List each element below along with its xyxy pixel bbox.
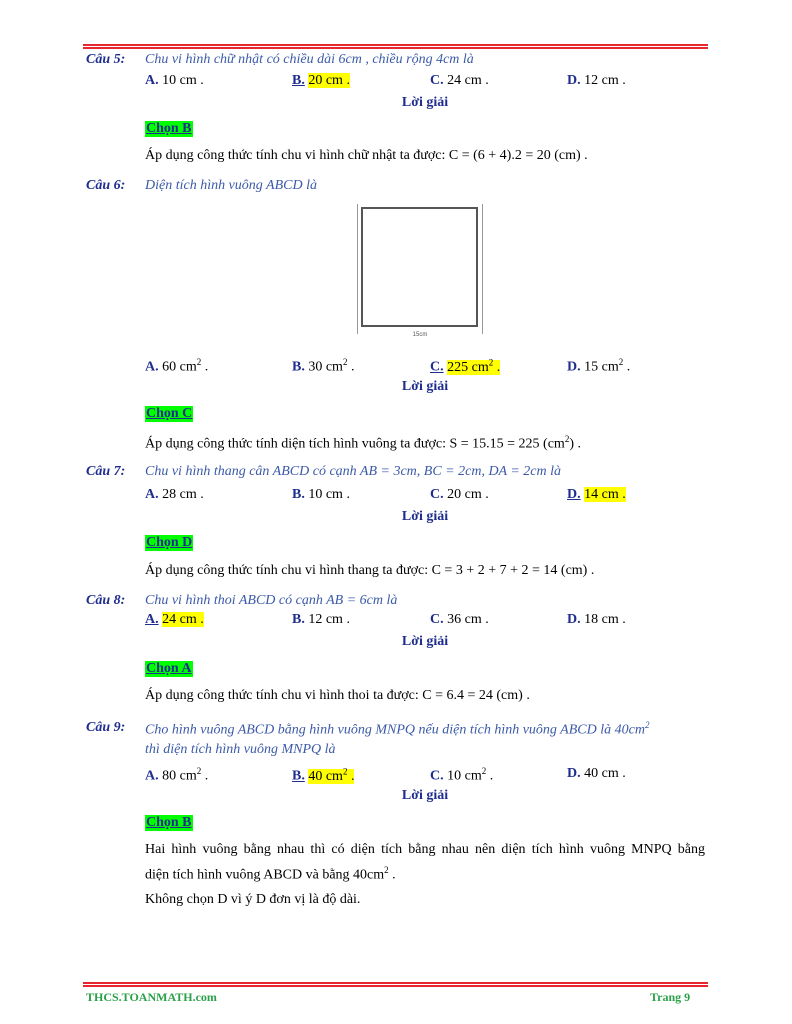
q9-option-d (567, 766, 626, 782)
q9-option-b (292, 766, 354, 785)
q5-solution: Áp dụng công thức tính chu vi hình chữ nhật ta được: C = (6 + 4).2 = 20 (cm) . (145, 148, 588, 163)
q8-option-d (567, 612, 626, 628)
q8-solution: Áp dụng công thức tính chu vi hình thoi ta được: C = 6.4 = 24 (cm) . (145, 688, 530, 703)
figure-side-caption: 15cm (412, 332, 428, 338)
q6-option-a (145, 357, 208, 376)
q6-option-b-sup: 2 (342, 357, 348, 367)
q9-solution-line1: Hai hình vuông bằng nhau thì có diện tích bằng nhau nên diện tích hình vuông MNPQ bằng (145, 842, 705, 857)
q7-option-c-value: 20 cm . (447, 487, 489, 502)
q8-option-b-letter: B. (292, 612, 305, 627)
q6-option-a-tail: . (201, 359, 209, 375)
q7-option-a (145, 487, 204, 503)
question-6-label: Câu 6: (86, 178, 126, 193)
square-abcd-figure (357, 204, 483, 341)
q9-text-line1-sup: 2 (644, 720, 650, 730)
question-5-text: Chu vi hình chữ nhật có chiều dài 6cm , chiều rộng 4cm là (145, 52, 474, 67)
q9-option-a-letter: A. (145, 768, 159, 784)
q7-option-c-letter: C. (430, 487, 444, 502)
q9-answer-label: Chọn B (146, 815, 192, 830)
question-5-label: Câu 5: (86, 52, 126, 67)
q8-option-d-value: 18 cm . (584, 612, 626, 627)
q6-solution-sup: 2 (564, 434, 570, 444)
q9-option-c (430, 766, 493, 785)
q7-loigiai-heading: Lời giải (401, 509, 449, 524)
q9-option-a (145, 766, 208, 785)
q6-answer-label: Chọn C (146, 406, 193, 421)
q8-option-a-letter: A. (145, 612, 159, 627)
q6-option-c-letter: C. (430, 359, 444, 375)
q6-option-c (430, 357, 500, 376)
q7-option-a-letter: A. (145, 487, 159, 502)
footer-page-number: Trang 9 (650, 990, 691, 1004)
q6-option-b (292, 357, 354, 376)
question-9-text-line2: thì diện tích hình vuông MNPQ là (145, 742, 336, 757)
question-6-text: Diện tích hình vuông ABCD là (145, 178, 317, 193)
q5-option-d-value: 12 cm . (584, 73, 626, 88)
q5-answer-label: Chọn B (146, 121, 192, 136)
q8-loigiai-heading: Lời giải (401, 634, 449, 649)
q9-solution-line2-text: diện tích hình vuông ABCD và bằng 40cm (145, 867, 385, 883)
q8-option-b (292, 612, 350, 628)
q7-option-d-value: 14 cm . (584, 487, 626, 502)
q6-solution (145, 434, 581, 453)
q9-loigiai-heading: Lời giải (401, 788, 449, 803)
q5-option-d (567, 73, 626, 89)
q6-option-b-tail: . (347, 359, 355, 375)
question-9-text-line1 (145, 720, 649, 739)
header-rule (83, 44, 708, 49)
q5-option-b (292, 73, 350, 89)
q8-option-b-value: 12 cm . (308, 612, 350, 627)
q9-option-d-letter: D. (567, 766, 581, 781)
q9-solution-line2-sup: 2 (384, 865, 389, 875)
q6-option-b-value: 30 cm (308, 359, 343, 375)
q6-option-b-letter: B. (292, 359, 305, 375)
q6-option-d-value: 15 cm (584, 359, 619, 375)
q6-option-d-sup: 2 (618, 357, 624, 367)
q6-loigiai-heading: Lời giải (401, 379, 449, 394)
figure-left-guide (357, 204, 358, 334)
q8-option-c (430, 612, 489, 628)
q8-option-a-value: 24 cm . (162, 612, 204, 627)
q6-option-a-letter: A. (145, 359, 159, 375)
q5-option-b-letter: B. (292, 73, 305, 88)
q9-option-b-letter: B. (292, 768, 305, 784)
q9-option-a-tail: . (201, 768, 209, 784)
q9-option-d-value: 40 cm . (584, 766, 626, 781)
question-7-text: Chu vi hình thang cân ABCD có cạnh AB = 3cm, BC = 2cm, DA = 2cm là (145, 464, 562, 479)
q7-option-b-value: 10 cm . (308, 487, 350, 502)
q6-option-c-sup: 2 (488, 357, 494, 367)
q9-option-b-value: 40 cm (308, 768, 343, 784)
q9-option-b-tail: . (347, 768, 355, 784)
q8-option-d-letter: D. (567, 612, 581, 627)
q6-option-a-sup: 2 (196, 357, 202, 367)
q8-option-a (145, 612, 204, 628)
q7-option-a-value: 28 cm . (162, 487, 204, 502)
q7-option-b (292, 487, 350, 503)
q5-option-c (430, 73, 489, 89)
q5-option-b-value: 20 cm . (308, 73, 350, 88)
q9-solution-line2 (145, 865, 396, 884)
footer-site-link[interactable]: THCS.TOANMATH.com (86, 990, 217, 1004)
q6-solution-text: Áp dụng công thức tính diện tích hình vuông ta được: S = 15.15 = 225 (cm (145, 436, 565, 452)
q6-solution-tail: ) . (569, 436, 581, 452)
q7-option-d (567, 487, 626, 503)
q9-solution-line3: Không chọn D vì ý D đơn vị là độ dài. (145, 892, 361, 907)
footer-rule (83, 982, 708, 987)
q6-option-a-value: 60 cm (162, 359, 197, 375)
q8-option-c-letter: C. (430, 612, 444, 627)
q6-option-d-letter: D. (567, 359, 581, 375)
q7-option-d-letter: D. (567, 487, 581, 502)
q5-option-a-value: 10 cm . (162, 73, 204, 88)
q9-option-c-letter: C. (430, 768, 444, 784)
q9-option-a-value: 80 cm (162, 768, 197, 784)
q9-text-line1: Cho hình vuông ABCD bằng hình vuông MNPQ nếu diện tích hình vuông ABCD là 40cm (145, 722, 645, 738)
question-8-label: Câu 8: (86, 593, 126, 608)
square-shape (361, 207, 478, 327)
question-7-label: Câu 7: (86, 464, 126, 479)
q8-answer-label: Chọn A (146, 661, 192, 676)
q5-option-a (145, 73, 204, 89)
q9-solution-line2-tail: . (388, 867, 396, 883)
q5-option-d-letter: D. (567, 73, 581, 88)
q5-option-c-value: 24 cm . (447, 73, 489, 88)
q5-option-c-letter: C. (430, 73, 444, 88)
figure-right-guide (482, 204, 483, 334)
q9-option-b-sup: 2 (342, 766, 348, 776)
question-9-label: Câu 9: (86, 720, 126, 735)
q5-loigiai-heading: Lời giải (401, 95, 449, 110)
q8-option-c-value: 36 cm . (447, 612, 489, 627)
q6-option-c-value: 225 cm (447, 359, 489, 375)
q7-option-b-letter: B. (292, 487, 305, 502)
q7-solution: Áp dụng công thức tính chu vi hình thang ta được: C = 3 + 2 + 7 + 2 = 14 (cm) . (145, 563, 595, 578)
q9-option-a-sup: 2 (196, 766, 202, 776)
q9-option-c-value: 10 cm (447, 768, 482, 784)
question-8-text: Chu vi hình thoi ABCD có cạnh AB = 6cm là (145, 593, 398, 608)
q7-option-c (430, 487, 489, 503)
q7-answer-label: Chọn D (146, 535, 193, 550)
q6-option-c-tail: . (493, 359, 501, 375)
q9-option-c-sup: 2 (481, 766, 487, 776)
q6-option-d (567, 357, 630, 376)
q5-option-a-letter: A. (145, 73, 159, 88)
q6-option-d-tail: . (623, 359, 631, 375)
q9-option-c-tail: . (486, 768, 494, 784)
